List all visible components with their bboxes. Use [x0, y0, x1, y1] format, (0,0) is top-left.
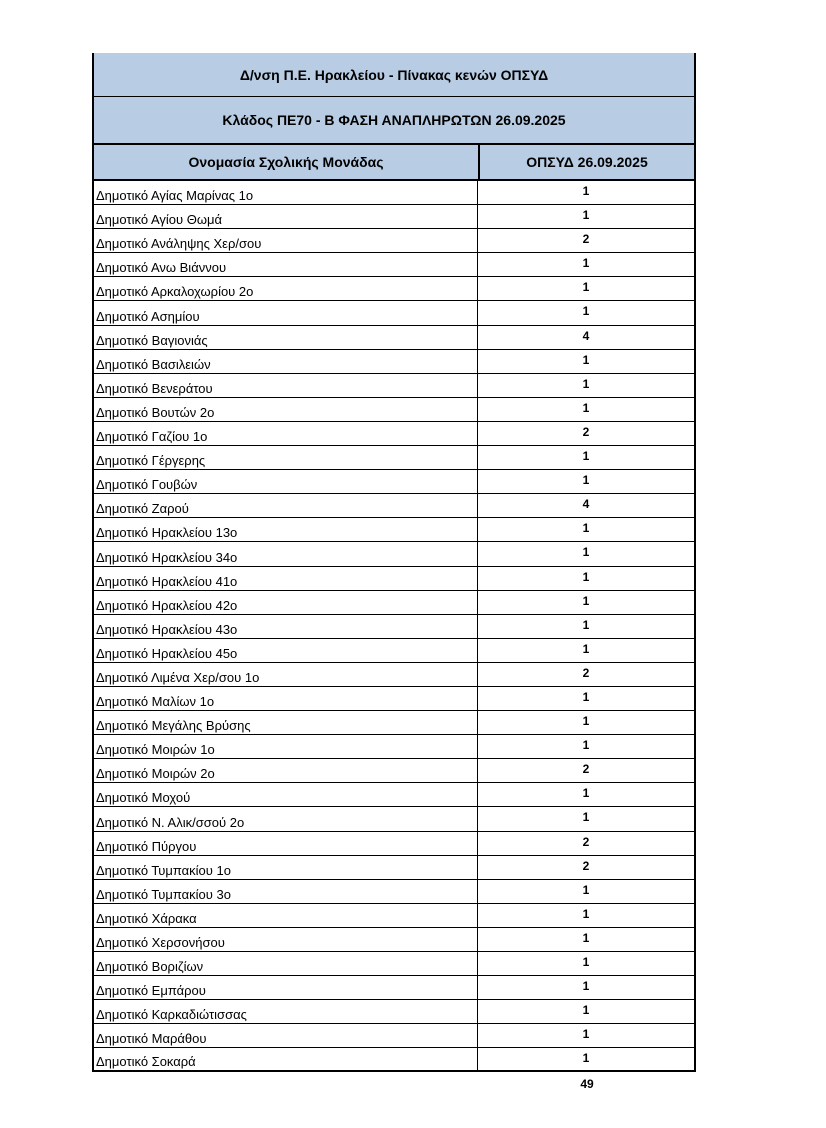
school-name-cell: Δημοτικό Αγίου Θωμά — [94, 205, 478, 228]
vacancy-count-cell: 1 — [582, 810, 590, 825]
vacancy-count-cell: 1 — [582, 979, 590, 994]
table-row — [92, 567, 696, 591]
table-row — [92, 301, 696, 325]
page-number: 49 — [580, 1077, 594, 1091]
table-row — [92, 735, 696, 759]
vacancy-count-cell: 1 — [582, 738, 590, 753]
school-name-cell: Δημοτικό Ηρακλείου 45ο — [94, 639, 478, 662]
table-row — [92, 663, 696, 687]
school-name-cell: Δημοτικό Καρκαδιώτισσας — [94, 1000, 478, 1023]
school-name-cell: Δημοτικό Χάρακα — [94, 904, 478, 927]
school-name-cell: Δημοτικό Λιμένα Χερ/σου 1ο — [94, 663, 478, 686]
school-name-cell: Δημοτικό Ανάληψης Χερ/σου — [94, 229, 478, 252]
school-name-cell: Δημοτικό Τυμπακίου 1ο — [94, 856, 478, 879]
table-row — [92, 1000, 696, 1024]
table-row — [92, 253, 696, 277]
table-row — [92, 759, 696, 783]
table-row — [92, 518, 696, 542]
school-name-cell: Δημοτικό Ανω Βιάννου — [94, 253, 478, 276]
table-row — [92, 639, 696, 663]
school-name-cell: Δημοτικό Μεγάλης Βρύσης — [94, 711, 478, 734]
vacancy-count-cell: 1 — [582, 184, 590, 198]
vacancy-count-cell: 1 — [582, 882, 590, 897]
vacancy-count-cell: 4 — [582, 328, 590, 343]
table-row — [92, 470, 696, 494]
vacancy-count-cell: 1 — [582, 641, 590, 656]
school-name-cell: Δημοτικό Αρκαλοχωρίου 2ο — [94, 277, 478, 300]
school-name-cell: Δημοτικό Χερσονήσου — [94, 928, 478, 951]
vacancy-count-cell: 1 — [582, 1051, 590, 1066]
table-title: Δ/νση Π.Ε. Ηρακλείου - Πίνακας κενών ΟΠΣΥΔ — [92, 53, 696, 97]
table-row — [92, 1048, 696, 1072]
school-name-cell: Δημοτικό Ζαρού — [94, 494, 478, 517]
school-name-cell: Δημοτικό Βαγιονιάς — [94, 326, 478, 349]
vacancy-table — [92, 53, 696, 1072]
table-row — [92, 615, 696, 639]
table-row — [92, 783, 696, 807]
vacancy-count-cell: 1 — [582, 473, 590, 488]
table-row — [92, 856, 696, 880]
school-name-cell: Δημοτικό Γαζίου 1ο — [94, 422, 478, 445]
table-row — [92, 205, 696, 229]
vacancy-count-cell: 2 — [582, 762, 590, 777]
school-name-cell: Δημοτικό Βοριζίων — [94, 952, 478, 975]
school-name-cell: Δημοτικό Μαράθου — [94, 1024, 478, 1047]
vacancy-count-cell: 1 — [582, 280, 590, 295]
vacancy-count-cell: 1 — [582, 569, 590, 584]
vacancy-count-cell: 1 — [582, 376, 590, 391]
school-name-cell: Δημοτικό Μοχού — [94, 783, 478, 806]
school-name-cell: Δημοτικό Μοιρών 2ο — [94, 759, 478, 782]
table-row — [92, 904, 696, 928]
table-row — [92, 422, 696, 446]
vacancy-count-cell: 2 — [582, 665, 590, 680]
column-header-school: Ονομασία Σχολικής Μονάδας — [94, 145, 480, 179]
table-row — [92, 880, 696, 904]
column-header-opsyd: ΟΠΣΥΔ 26.09.2025 — [526, 154, 648, 170]
table-header — [92, 145, 696, 181]
table-row — [92, 976, 696, 1000]
table-row — [92, 542, 696, 566]
vacancy-count-cell: 1 — [582, 208, 590, 223]
table-row — [92, 398, 696, 422]
vacancy-count-cell: 1 — [582, 1027, 590, 1042]
vacancy-count-cell: 1 — [582, 1003, 590, 1018]
vacancy-count-cell: 1 — [582, 906, 590, 921]
table-row — [92, 928, 696, 952]
table-row — [92, 446, 696, 470]
vacancy-count-cell: 1 — [582, 521, 590, 536]
school-name-cell: Δημοτικό Ηρακλείου 13ο — [94, 518, 478, 541]
school-name-cell: Δημοτικό Ηρακλείου 42ο — [94, 591, 478, 614]
vacancy-count-cell: 1 — [582, 449, 590, 464]
vacancy-count-cell: 1 — [582, 617, 590, 632]
table-row — [92, 711, 696, 735]
school-name-cell: Δημοτικό Βουτών 2ο — [94, 398, 478, 421]
vacancy-count-cell: 1 — [582, 930, 590, 945]
table-row — [92, 350, 696, 374]
school-name-cell: Δημοτικό Γέργερης — [94, 446, 478, 469]
vacancy-count-cell: 1 — [582, 714, 590, 729]
school-name-cell: Δημοτικό Ηρακλείου 43ο — [94, 615, 478, 638]
school-name-cell: Δημοτικό Μοιρών 1ο — [94, 735, 478, 758]
school-name-cell: Δημοτικό Εμπάρου — [94, 976, 478, 999]
school-name-cell: Δημοτικό Γουβών — [94, 470, 478, 493]
school-name-cell: Δημοτικό Ηρακλείου 34ο — [94, 542, 478, 565]
vacancy-count-cell: 1 — [582, 786, 590, 801]
vacancy-count-cell: 2 — [582, 858, 590, 873]
table-body — [92, 181, 696, 1072]
table-row — [92, 1024, 696, 1048]
table-subtitle: Κλάδος ΠΕ70 - Β ΦΑΣΗ ΑΝΑΠΛΗΡΩΤΩΝ 26.09.2025 — [92, 97, 696, 145]
vacancy-count-cell: 1 — [582, 593, 590, 608]
school-name-cell: Δημοτικό Σοκαρά — [94, 1048, 478, 1070]
vacancy-count-cell: 2 — [582, 834, 590, 849]
school-name-cell: Δημοτικό Ασημίου — [94, 301, 478, 324]
table-row — [92, 591, 696, 615]
vacancy-count-cell: 1 — [582, 400, 590, 415]
vacancy-count-cell: 4 — [582, 497, 590, 512]
table-row — [92, 832, 696, 856]
vacancy-count-cell: 1 — [582, 689, 590, 704]
vacancy-count-cell: 1 — [582, 352, 590, 367]
vacancy-count-cell: 2 — [582, 232, 590, 247]
school-name-cell: Δημοτικό Βενεράτου — [94, 374, 478, 397]
table-row — [92, 326, 696, 350]
school-name-cell: Δημοτικό Ν. Αλικ/σσού 2ο — [94, 807, 478, 830]
vacancy-count-cell: 1 — [582, 304, 590, 319]
vacancy-count-cell: 2 — [582, 424, 590, 439]
school-name-cell: Δημοτικό Αγίας Μαρίνας 1ο — [94, 181, 478, 204]
school-name-cell: Δημοτικό Μαλίων 1ο — [94, 687, 478, 710]
table-row — [92, 687, 696, 711]
table-row — [92, 952, 696, 976]
school-name-cell: Δημοτικό Τυμπακίου 3ο — [94, 880, 478, 903]
vacancy-count-cell: 1 — [582, 955, 590, 969]
vacancy-count-cell: 1 — [582, 545, 590, 560]
table-row — [92, 494, 696, 518]
vacancy-count-cell: 1 — [582, 256, 590, 271]
table-row — [92, 807, 696, 831]
table-row — [92, 374, 696, 398]
table-row — [92, 229, 696, 253]
school-name-cell: Δημοτικό Ηρακλείου 41ο — [94, 567, 478, 590]
table-row — [92, 277, 696, 301]
school-name-cell: Δημοτικό Βασιλειών — [94, 350, 478, 373]
table-row — [92, 181, 696, 205]
school-name-cell: Δημοτικό Πύργου — [94, 832, 478, 855]
